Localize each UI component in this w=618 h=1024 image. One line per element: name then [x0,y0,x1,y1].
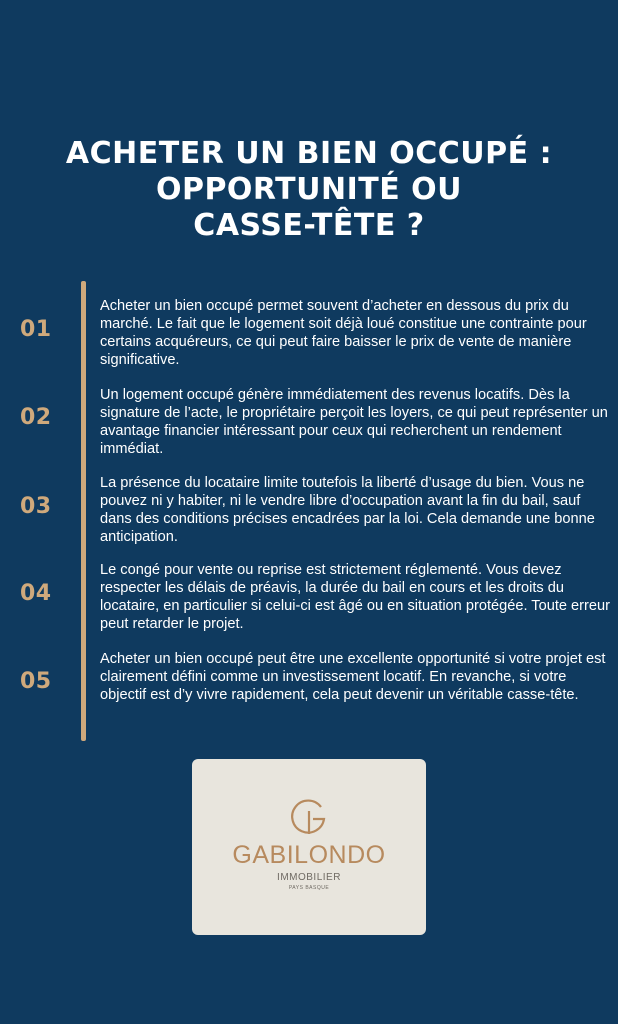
point-number: 05 [20,669,52,694]
logo-name: GABILONDO [232,841,386,869]
point-text: Un logement occupé génère immédiatement des revenus locatifs. Dès la signature de l’acte, le propriétaire perçoit les loyers, ce qui peut représenter un avantage financier intéressant pour ceux qui recherchent un rendement immédiat. [100,387,608,457]
point-number: 02 [20,405,52,430]
title-line-3: CASSE-TÊTE ? [193,208,425,243]
logo-region: PAYS BASQUE [288,885,330,891]
point-number: 03 [20,494,52,519]
vertical-divider [81,281,86,741]
point-text: La présence du locataire limite toutefois la liberté d’usage du bien. Vous ne pouvez ni y habiter, ni le vendre libre d’occupation avant la fin du bail, sauf dans des conditions précises encadrées par la loi. Cela demande une bonne anticipation. [100,475,595,545]
point-text: Acheter un bien occupé permet souvent d’acheter en dessous du prix du marché. Le fait que le logement soit déjà loué constitue une contrainte pour certains acquéreurs, ce qui peut faire baisser le prix de vente de manière significative. [100,298,587,368]
page-title [0,136,618,244]
point-number: 01 [20,317,52,342]
title-line-1: ACHETER UN BIEN OCCUPÉ : [65,136,553,171]
logo-subtitle: IMMOBILIER [277,872,341,883]
point-number: 04 [20,581,52,606]
point-text: Le congé pour vente ou reprise est strictement réglementé. Vous devez respecter les délais de préavis, la durée du bail en cours et les droits du locataire, en particulier si celui-ci est âgé ou en situation protégée. Toute erreur peut retarder le projet. [100,562,610,632]
title-line-2: OPPORTUNITÉ OU [155,172,463,207]
gabilondo-logo-icon [289,797,329,837]
point-text: Acheter un bien occupé peut être une excellente opportunité si votre projet est clairement défini comme un investissement locatif. En revanche, si votre objectif est d’y vivre rapidement, cela peut devenir un véritable casse-tête. [100,651,606,703]
logo-card [192,759,426,935]
